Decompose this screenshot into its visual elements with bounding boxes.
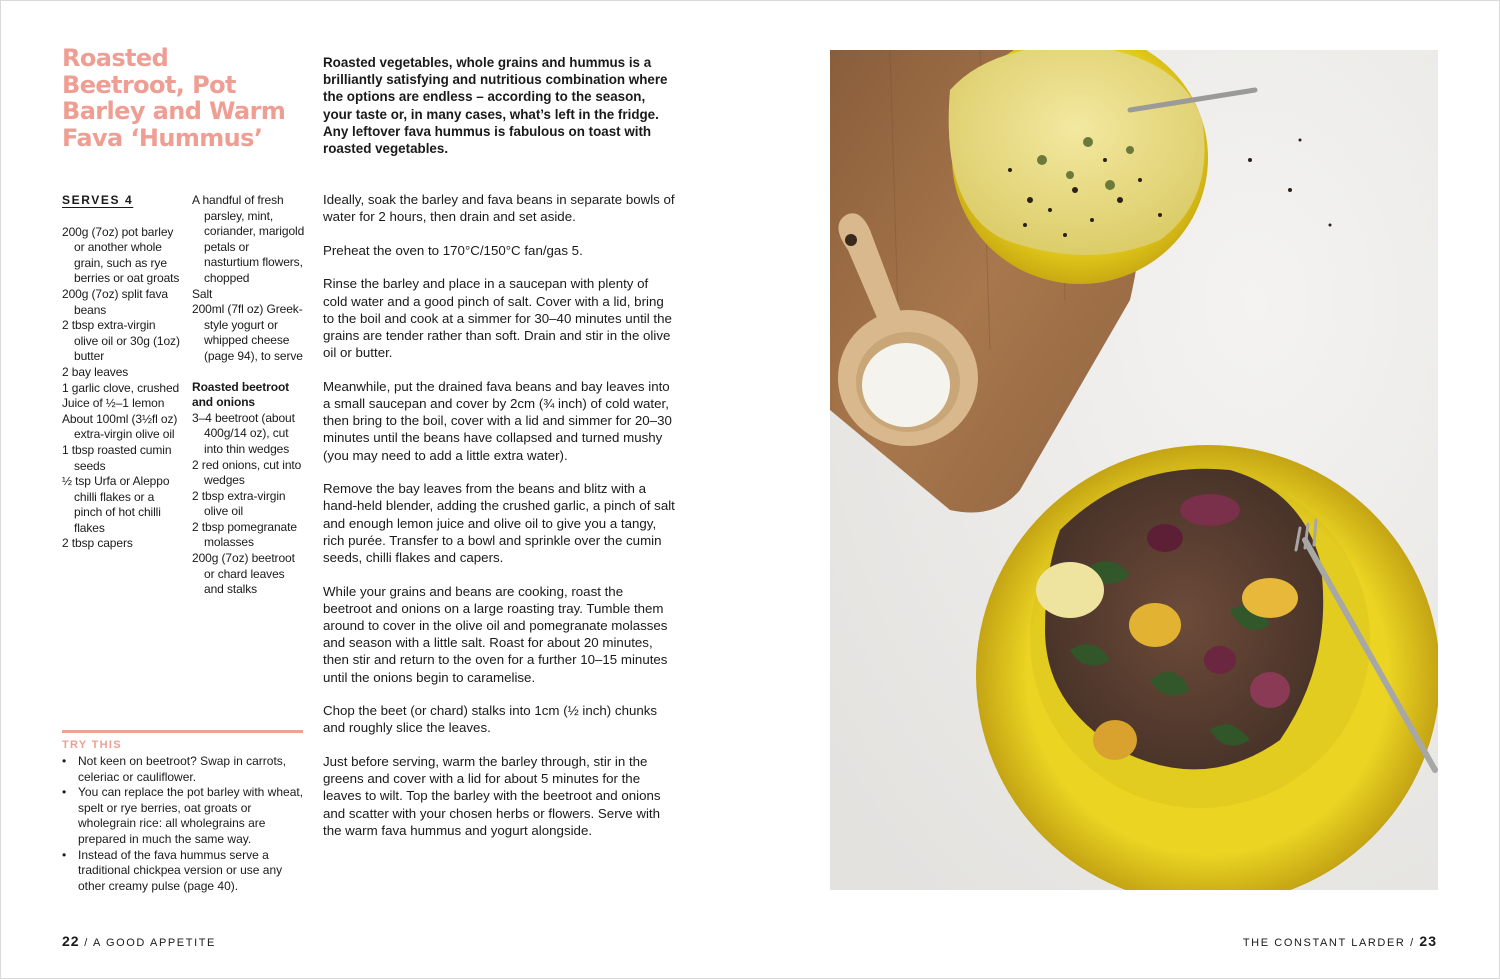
page-number: 23 xyxy=(1419,933,1437,949)
ingredient-item: 2 tbsp pomegranate molasses xyxy=(192,519,297,550)
footer-section-title: A GOOD APPETITE xyxy=(92,937,216,949)
food-photo-illustration xyxy=(830,50,1438,890)
method-step: Chop the beet (or chard) stalks into 1cm (½ inch) chunks and roughly slice the leaves. xyxy=(323,703,658,736)
ingredient-item: A handful of fresh parsley, mint, coriander, marigold petals or nasturtium flowers, chopped xyxy=(192,193,305,285)
ingredient-item: 2 bay leaves xyxy=(62,364,129,379)
method-step: Ideally, soak the barley and fava beans in separate bowls of water for 2 hours, then drain and set aside. xyxy=(323,192,675,225)
method-step: Remove the bay leaves from the beans and blitz with a hand-held blender, adding the crushed garlic, a pinch of salt and enough lemon juice and olive oil to give you a tangy, rich purée. Transfer to a bowl and sprinkle over the cumin seeds, chilli flakes and capers. xyxy=(323,481,675,566)
ingredient-subheading: Roasted beetroot and onions xyxy=(192,379,290,410)
ingredient-item: 200ml (7fl oz) Greek-style yogurt or whipped cheese (page 94), to serve xyxy=(192,302,303,363)
footer-right xyxy=(1243,933,1437,949)
ingredient-item: ½ tsp Urfa or Aleppo chilli flakes or a pinch of hot chilli flakes xyxy=(62,474,170,535)
serves-label: SERVES 4 xyxy=(62,193,134,207)
try-this-divider xyxy=(62,730,303,733)
recipe-intro: Roasted vegetables, whole grains and hummus is a brilliantly satisfying and nutritious combination where the options are endless – according to the season, your taste or, in many cases, what’s left in the fridge. Any leftover fava hummus is fabulous on toast with roasted vegetables. xyxy=(323,55,668,157)
food-photo xyxy=(830,50,1438,890)
ingredient-item: 200g (7oz) beetroot or chard leaves and stalks xyxy=(192,551,295,597)
footer-section-title: THE CONSTANT LARDER xyxy=(1242,937,1406,949)
method-step: Meanwhile, put the drained fava beans and bay leaves into a small saucepan and cover by 2cm (¾ inch) of cold water, then bring to the boil, cover with a lid and simmer for 20–30 minutes until the beans have collapsed and turned mushy (you may need to add a little extra water). xyxy=(323,378,672,463)
method-steps xyxy=(323,191,675,855)
try-this-item: • Instead of the fava hummus serve a traditional chickpea version or use any other creamy pulse (page 40). xyxy=(62,848,307,895)
ingredient-item: 200g (7oz) split fava beans xyxy=(62,286,168,317)
try-this-heading: TRY THIS xyxy=(62,739,122,751)
try-this-item: • Not keen on beetroot? Swap in carrots, celeriac or cauliflower. xyxy=(62,754,307,785)
method-step: Just before serving, warm the barley through, stir in the greens and cover with a lid for about 5 minutes for the leaves to wilt. Top the barley with the beetroot and onions and scatter with your chosen herbs or flowers. Serve with the warm fava hummus and yogurt alongside. xyxy=(323,754,661,838)
ingredient-item: Juice of ½–1 lemon xyxy=(62,396,165,411)
footer-left xyxy=(62,933,216,949)
footer-separator: / xyxy=(1410,937,1420,949)
ingredients-column-1 xyxy=(62,193,180,552)
method-step: While your grains and beans are cooking, roast the beetroot and onions on a large roasting tray. Tumble them around to cover in the olive oil and pomegranate molasses and season with a little salt. Roast for about 20 minutes, then stir and return to the oven for a further 10–15 minutes until the onions begin to caramelise. xyxy=(323,583,668,685)
ingredient-item: Salt xyxy=(192,286,213,301)
ingredient-item: 2 tbsp extra-virgin olive oil or 30g (1oz) butter xyxy=(62,318,180,364)
ingredient-item: 200g (7oz) pot barley or another whole grain, such as rye berries or oat groats xyxy=(62,224,180,286)
method-step: Rinse the barley and place in a saucepan with plenty of cold water and a good pinch of salt. Cover with a lid, bring to the boil and cook at a simmer for 30–40 minutes until the grains are tender rather than soft. Drain and stir in the olive oil or butter. xyxy=(323,276,672,361)
footer-separator: / xyxy=(84,937,93,949)
try-this-list xyxy=(62,754,307,894)
ingredient-item: 1 tbsp roasted cumin seeds xyxy=(62,442,172,473)
method-step: Preheat the oven to 170°C/150°C fan/gas 5. xyxy=(323,242,583,258)
recipe-title: Roasted Beetroot, Pot Barley and Warm Fava ‘Hummus’ xyxy=(62,44,286,152)
ingredients-column-2 xyxy=(192,193,307,598)
page-number: 22 xyxy=(62,933,80,949)
ingredient-item: 2 tbsp capers xyxy=(62,536,133,551)
ingredient-item: 2 red onions, cut into wedges xyxy=(192,457,302,488)
try-this-item: • You can replace the pot barley with wheat, spelt or rye berries, oat groats or wholegrain rice: all wholegrains are prepared in much the same way. xyxy=(62,785,307,847)
ingredient-item: 3–4 beetroot (about 400g/14 oz), cut into thin wedges xyxy=(192,410,295,456)
ingredient-item: 2 tbsp extra-virgin olive oil xyxy=(192,488,286,519)
ingredient-item: 1 garlic clove, crushed xyxy=(62,380,180,395)
ingredient-item: About 100ml (3½fl oz) extra-virgin olive oil xyxy=(62,411,178,442)
